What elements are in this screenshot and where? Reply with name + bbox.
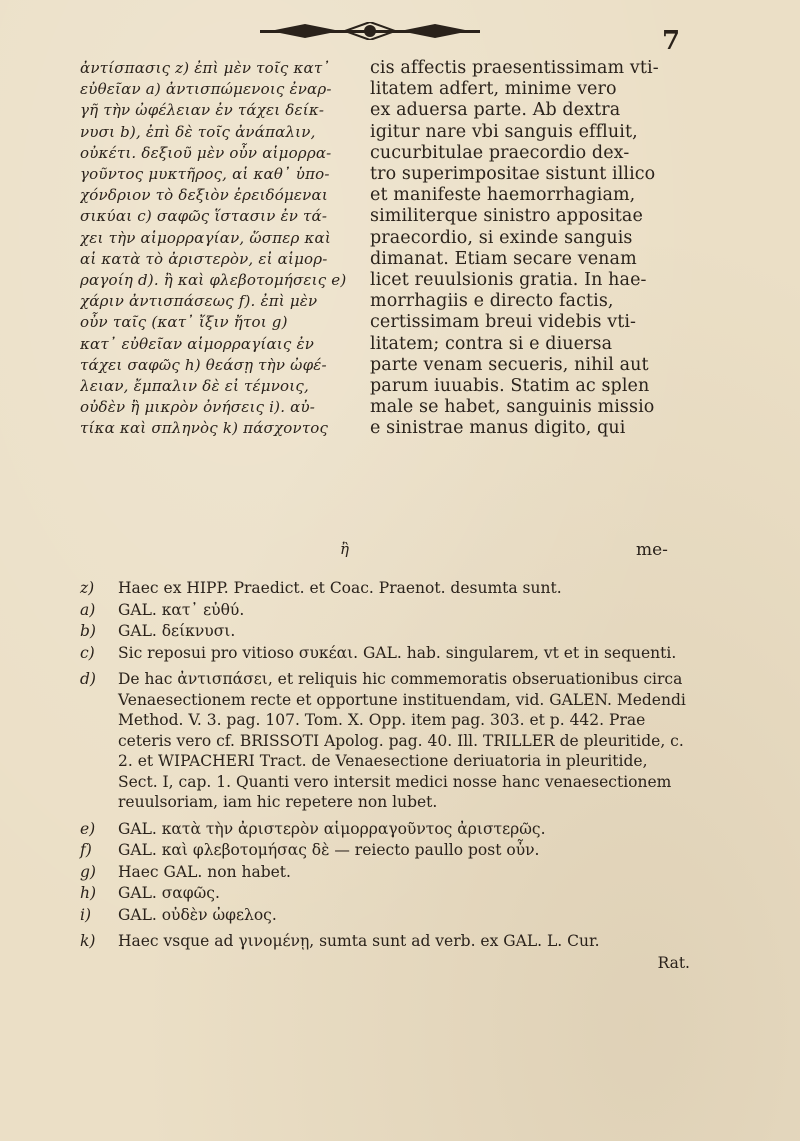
greek-line: κατ᾽ εὐθεῖαν αἱμορραγίαις ἐν xyxy=(80,334,315,353)
greek-line: νυσι b), ἐπὶ δὲ τοῖς ἀνάπαλιν, xyxy=(80,122,316,141)
latin-line: male se habet, sanguinis missio xyxy=(370,397,655,418)
greek-line: τάχει σαφῶς h) θεάσῃ τὴν ὠφέ- xyxy=(80,355,327,374)
footnote-text: GAL. δείκνυσι. xyxy=(118,622,236,640)
footnote xyxy=(80,883,690,904)
latin-line: morrhagiis e directo factis, xyxy=(370,291,614,312)
latin-line: similiterque sinistro appositae xyxy=(370,206,643,227)
greek-line: ραγοίη d). ἢ καὶ φλεβοτομήσεις e) xyxy=(80,271,347,290)
greek-line: χόνδριον τὸ δεξιὸν ἐρειδόμεναι xyxy=(80,186,328,205)
latin-line: parte venam secueris, nihil aut xyxy=(370,354,649,375)
footnote-mark: h) xyxy=(80,884,97,902)
footnote-mark: a) xyxy=(80,600,96,619)
footnote-text: GAL. οὐδὲν ὠφελος. xyxy=(118,905,277,924)
latin-line: et manifeste haemorrhagiam, xyxy=(370,185,636,206)
footnote-text: Haec vsque ad γινομένῃ, sumta sunt ad verb. ex GAL. L. Cur. xyxy=(118,932,600,950)
footnote xyxy=(80,578,690,599)
footnotes xyxy=(80,578,690,973)
greek-line: χάριν ἀντισπάσεως f). ἐπὶ μὲν xyxy=(80,292,318,311)
greek-catchword: ἢ xyxy=(340,540,349,558)
latin-line: certissimam breui videbis vti- xyxy=(370,312,637,333)
footnote-mark: e) xyxy=(80,819,96,838)
greek-line: γοῦντος μυκτῆρος, αἱ καθ᾽ ὑπο- xyxy=(80,165,330,184)
latin-line: tro superimpositae sistunt illico xyxy=(370,164,656,185)
greek-line: τίκα καὶ σπληνὸς k) πάσχοντος xyxy=(80,419,329,438)
greek-line: ἀντίσπασις z) ἐπὶ μὲν τοῖς κατ᾽ xyxy=(80,59,331,77)
header-ornament xyxy=(250,22,490,40)
footnote-mark: z) xyxy=(80,579,95,597)
latin-line: igitur nare vbi sanguis effluit, xyxy=(370,121,638,142)
greek-line: οὐδὲν ἢ μικρὸν ὀνήσεις i). αὐ- xyxy=(80,398,316,417)
latin-catchword: me- xyxy=(636,540,668,560)
footnote-tail: Rat. xyxy=(657,953,690,972)
footnote-text: Haec ex HIPP. Praedict. et Coac. Praenot. desumta sunt. xyxy=(118,579,562,597)
footnote-mark: d) xyxy=(80,670,96,688)
footnote xyxy=(80,840,690,861)
footnote xyxy=(80,905,690,926)
footnote-text: GAL. καὶ φλεβοτομήσας δὲ — reiecto paullo post οὖν. xyxy=(118,841,540,859)
greek-line: εὐθεῖαν a) ἀντισπώμενοις ἐναρ- xyxy=(80,80,332,99)
footnote-mark: c) xyxy=(80,643,95,662)
footnote xyxy=(80,621,690,642)
greek-line: λειαν, ἔμπαλιν δὲ εἰ τέμνοις, xyxy=(80,377,309,396)
latin-line: litatem; contra si e diuersa xyxy=(370,333,613,354)
footnote-text: De hac ἀντισπάσει, et reliquis hic commemoratis obseruationibus circa Venaesectionem recte et opportune instituendam, vid. GALEN. Medendi Method. V. 3. pag. 107. Tom. X. Opp. item pag. 303. et p. 442. Prae ceteris vero cf. BRISSOTI Apolog. pag. 40. Ill. TRILLER de pleuritide, c. 2. et WIPACHERI Tract. de Venaesectione deriuatoria in pleuritide, Sect. I, cap. 1. Quanti vero intersit medici nosse hanc venaesectionem reuulsoriam, iam hic repetere non lubet. xyxy=(118,670,686,811)
latin-line: e sinistrae manus digito, qui xyxy=(370,418,626,439)
latin-line: praecordio, si exinde sanguis xyxy=(370,227,633,248)
footnote xyxy=(80,819,690,840)
latin-line: licet reuulsionis gratia. In hae- xyxy=(370,270,647,291)
greek-text-column xyxy=(80,58,360,440)
latin-line: litatem adfert, minime vero xyxy=(370,79,617,100)
greek-line: οὖν ταῖς (κατ᾽ ἴξιν ἤτοι g) xyxy=(80,313,288,332)
footnote-text: GAL. σαφῶς. xyxy=(118,884,220,902)
footnote xyxy=(80,643,690,664)
footnote-text: GAL. κατὰ τὴν ἀριστερὸν αἱμορραγοῦντος ἀριστερῶς. xyxy=(118,819,546,838)
latin-line: cis affectis praesentissimam vti- xyxy=(370,58,659,78)
footnote-text: Haec GAL. non habet. xyxy=(118,862,291,881)
footnote-mark: g) xyxy=(80,862,96,881)
latin-line: cucurbitulae praecordio dex- xyxy=(370,142,630,163)
greek-line: αἱ κατὰ τὸ ἀριστερὸν, εἰ αἱμορ- xyxy=(80,249,328,268)
greek-line: σικύαι c) σαφῶς ἵστασιν ἐν τά- xyxy=(80,207,328,226)
latin-line: parum iuuabis. Statim ac splen xyxy=(370,376,650,397)
footnote-mark: b) xyxy=(80,622,96,640)
footnote xyxy=(80,600,690,621)
footnote-text: GAL. κατ᾽ εὐθύ. xyxy=(118,600,245,619)
footnote xyxy=(80,669,690,813)
footnote-mark: i) xyxy=(80,905,92,924)
latin-text-column xyxy=(370,58,690,440)
page-number: 7 xyxy=(662,26,681,56)
greek-line: χει τὴν αἱμορραγίαν, ὥσπερ καὶ xyxy=(80,228,331,247)
latin-line: dimanat. Etiam secare venam xyxy=(370,248,637,269)
greek-line: οὐκέτι. δεξιοῦ μὲν οὖν αἱμορρα- xyxy=(80,143,332,162)
footnote-text: Sic reposui pro vitioso συκέαι. GAL. hab. singularem, vt et in sequenti. xyxy=(118,643,677,662)
footnote-mark: f) xyxy=(80,841,92,859)
footnote-mark: k) xyxy=(80,932,96,950)
footnote xyxy=(80,862,690,883)
latin-line: ex aduersa parte. Ab dextra xyxy=(370,100,621,121)
greek-line: γῆ τὴν ὠφέλειαν ἐν τάχει δείκ- xyxy=(80,101,325,120)
footnote xyxy=(80,931,690,952)
